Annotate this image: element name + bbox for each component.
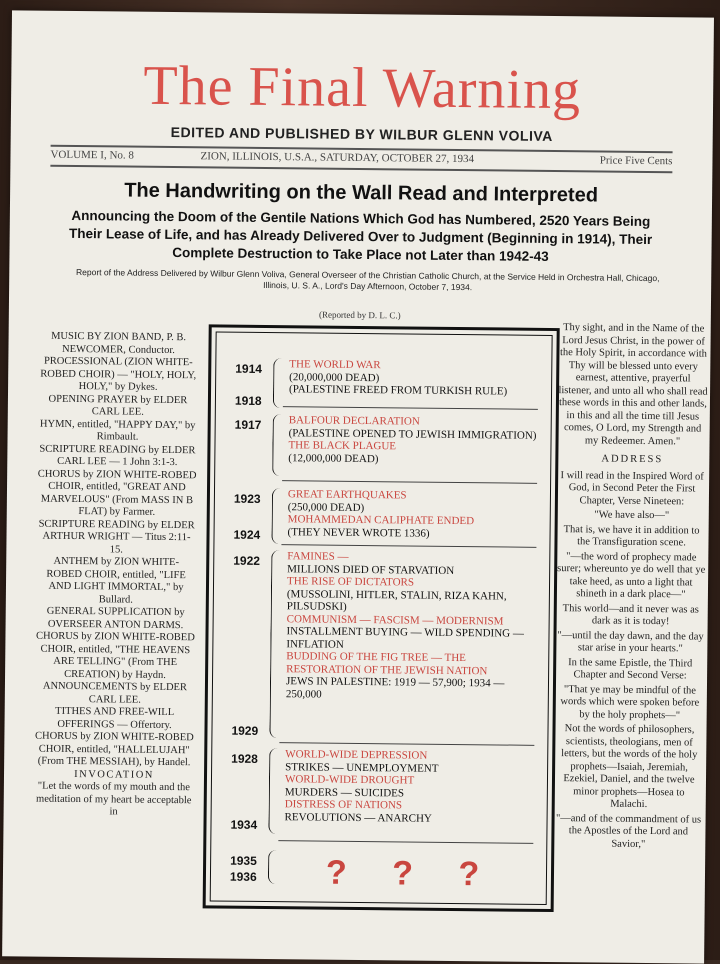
volume-number: VOLUME I, No. 8 bbox=[50, 148, 134, 162]
program-item: CHORUS by ZION WHITE-ROBED CHOIR, entitled, "THE HEAVENS ARE TELLING" (From THE CREATION) by Haydn. bbox=[36, 630, 195, 681]
address-paragraph: "We have also—" bbox=[594, 509, 670, 522]
event-detail: (MUSSOLINI, HITLER, STALIN, RIZA KAHN, PILSUDSKI) bbox=[286, 587, 507, 613]
event-group bbox=[288, 488, 538, 541]
event-title: THE WORLD WAR bbox=[289, 358, 381, 372]
editor-line: EDITED AND PUBLISHED BY WILBUR GLENN VOLIVA bbox=[170, 123, 553, 144]
event-title: MOHAMMEDAN CALIPHATE ENDED bbox=[287, 513, 475, 528]
program-item: CHORUS by ZION WHITE-ROBED CHOIR, entitled, "HALLELUJAH" (From THE MESSIAH), by Handel. bbox=[34, 730, 194, 769]
program-item: HYMN, entitled, "HAPPY DAY," by Rimbault. bbox=[39, 418, 196, 443]
address-paragraph: That is, we have it in addition to the Transfiguration scene. bbox=[563, 523, 700, 549]
year-brace bbox=[268, 748, 280, 834]
event-title: WORLD-WIDE DEPRESSION bbox=[285, 748, 428, 762]
prophecy-timeline-box bbox=[203, 324, 560, 912]
prayer-text: Thy sight, and in the Name of the Lord Jesus Christ, in the power of the Holy Spirit, in accordance with Thy will be blessed unto every earnest, attentive, prayerful listener, and unto all who shall read these words in this and other lands, in this and all the time till Jesus comes, O Lord, my Strength and my Redeemer. Amen." bbox=[558, 322, 708, 447]
event-title: FAMINES — bbox=[287, 550, 349, 563]
event-detail: (PALESTINE FREED FROM TURKISH RULE) bbox=[289, 383, 508, 398]
event-detail: REVOLUTIONS — ANARCHY bbox=[284, 810, 432, 825]
event-detail: (20,000,000 DEAD) bbox=[289, 370, 380, 384]
year-label: 1928 bbox=[231, 751, 258, 766]
year-label: 1914 bbox=[235, 361, 263, 376]
year-label: 1924 bbox=[233, 527, 261, 542]
event-detail: (12,000,000 DEAD) bbox=[288, 451, 379, 465]
year-brace bbox=[269, 550, 282, 738]
program-item: ANNOUNCEMENTS by ELDER CARL LEE. bbox=[42, 680, 188, 706]
year-brace bbox=[268, 850, 279, 884]
address-paragraph: "—until the day dawn, and the day star arise in your hearts." bbox=[557, 629, 704, 655]
event-group bbox=[289, 358, 538, 398]
event-title: THE RISE OF DICTATORS bbox=[286, 575, 415, 589]
program-item: PROCESSIONAL (ZION WHITE-ROBED CHOIR) — "HOLY, HOLY, HOLY," by Dykes. bbox=[40, 355, 197, 393]
program-item: ANTHEM by ZION WHITE-ROBED CHOIR, entitled, "LIFE AND LIGHT IMMORTAL," by Bullard. bbox=[46, 555, 186, 606]
year-label: 1923 bbox=[233, 491, 261, 506]
year-label: 1934 bbox=[230, 817, 258, 832]
year-brace bbox=[271, 488, 283, 544]
event-title: WORLD-WIDE DROUGHT bbox=[284, 773, 415, 787]
program-item: MUSIC BY ZION BAND, P. B. NEWCOMER, Conductor. bbox=[51, 330, 187, 356]
address-heading: ADDRESS bbox=[601, 453, 664, 466]
issue-date: ZION, ILLINOIS, U.S.A., SATURDAY, OCTOBER 27, 1934 bbox=[200, 150, 475, 166]
address-column bbox=[553, 322, 709, 854]
year-label: 1917 bbox=[234, 417, 262, 432]
event-group bbox=[286, 550, 537, 703]
event-detail: (250,000 DEAD) bbox=[287, 500, 365, 514]
year-brace bbox=[272, 414, 284, 476]
price: Price Five Cents bbox=[599, 154, 673, 168]
headline: The Handwriting on the Wall Read and Interpreted bbox=[124, 179, 599, 207]
event-detail: MILLIONS DIED OF STARVATION bbox=[287, 562, 455, 577]
year-label: 1929 bbox=[231, 723, 259, 738]
program-item: GENERAL SUPPLICATION by OVERSEER ANTON DARMS. bbox=[46, 605, 185, 631]
event-title: GREAT EARTHQUAKES bbox=[287, 488, 407, 502]
masthead-title: The Final Warning bbox=[143, 54, 582, 122]
program-item: SCRIPTURE READING by ELDER ARTHUR WRIGHT — Titus 2:11-15. bbox=[38, 518, 195, 556]
event-detail: INSTALLMENT BUYING — WILD SPENDING — INFLATION bbox=[286, 625, 524, 651]
newspaper-page bbox=[2, 10, 714, 963]
event-detail: STRIKES — UNEMPLOYMENT bbox=[285, 760, 439, 775]
report-note: Report of the Address Delivered by Wilbur Glenn Voliva, General Overseer of the Christian Catholic Church, at the Service Held in Orchestra Hall, Chicago, Illinois, U. S. A., Lord's Day Afternoon, October 7, 1934. bbox=[75, 267, 660, 293]
event-title: COMMUNISM — FASCISM — MODERNISM bbox=[286, 612, 504, 628]
event-detail: (PALESTINE OPENED TO JEWISH IMMIGRATION) bbox=[288, 426, 537, 442]
program-column bbox=[34, 331, 199, 820]
year-label: 1935 bbox=[230, 853, 257, 868]
invocation-heading: INVOCATION bbox=[74, 768, 154, 781]
event-title: BALFOUR DECLARATION bbox=[288, 414, 420, 428]
address-paragraph: This world—and it never was as dark as it is today! bbox=[562, 602, 699, 628]
event-group bbox=[288, 414, 538, 467]
program-item: TITHES AND FREE-WILL OFFERINGS — Offertory. bbox=[55, 705, 175, 731]
address-paragraph: I will read in the Inspired Word of God, in Second Peter the First Chapter, Verse Nineteen: bbox=[560, 469, 704, 507]
event-title: BUDDING OF THE FIG TREE — THE RESTORATION OF THE JEWISH NATION bbox=[286, 650, 488, 677]
program-item: CHORUS by ZION WHITE-ROBED CHOIR, entitled, "GREAT AND MARVELOUS" (From MASS IN B FLAT) by Farmer. bbox=[37, 468, 197, 518]
program-item: OPENING PRAYER by ELDER CARL LEE. bbox=[48, 393, 188, 418]
invocation-text: "Let the words of my mouth and the meditation of my heart be acceptable in bbox=[36, 780, 192, 818]
address-paragraph: In the same Epistle, the Third Chapter and Second Verse: bbox=[568, 656, 693, 682]
dateline-bar bbox=[50, 145, 672, 174]
address-paragraph: "—the word of prophecy made surer; whereunto ye do well that ye take heed, as unto a light that shineth in a dark place—" bbox=[557, 550, 706, 601]
address-paragraph: Not the words of philosophers, scientists, theologians, men of letters, but the words of the holy prophets—Isaiah, Jeremiah, Ezekiel, Daniel, and the twelve minor prophets—Hosea to Malachi. bbox=[561, 723, 698, 811]
year-label: 1918 bbox=[234, 393, 262, 408]
event-title: DISTRESS OF NATIONS bbox=[284, 798, 403, 812]
address-paragraph: "—and of the commandment of us the Apostles of the Lord and Savior," bbox=[555, 812, 702, 850]
question-marks: ? ? ? bbox=[325, 853, 498, 894]
year-brace bbox=[273, 358, 285, 408]
subheadline: Announcing the Doom of the Gentile Nations Which God has Numbered, 2520 Years Being Their Lease of Life, and has Already Delivered Over to Judgment (Beginning in 1914), Their Complete Destruction to Take Place not Later than 1942-43 bbox=[69, 207, 653, 264]
year-label: 1936 bbox=[229, 869, 257, 884]
reported-by: (Reported by D. L. C.) bbox=[318, 309, 401, 321]
event-detail: (THEY NEVER WROTE 1336) bbox=[287, 525, 430, 540]
program-item: SCRIPTURE READING by ELDER CARL LEE — 1 John 3:1-3. bbox=[39, 443, 196, 469]
event-detail: MURDERS — SUICIDES bbox=[284, 785, 405, 799]
year-label: 1922 bbox=[233, 553, 261, 568]
event-detail: JEWS IN PALESTINE: 1919 — 57,900; 1934 — 250,000 bbox=[285, 675, 505, 701]
event-group bbox=[285, 748, 535, 826]
address-paragraph: "That ye may be mindful of the words which were spoken before by the holy prophets—" bbox=[560, 683, 700, 721]
event-title: THE BLACK PLAGUE bbox=[288, 439, 397, 453]
